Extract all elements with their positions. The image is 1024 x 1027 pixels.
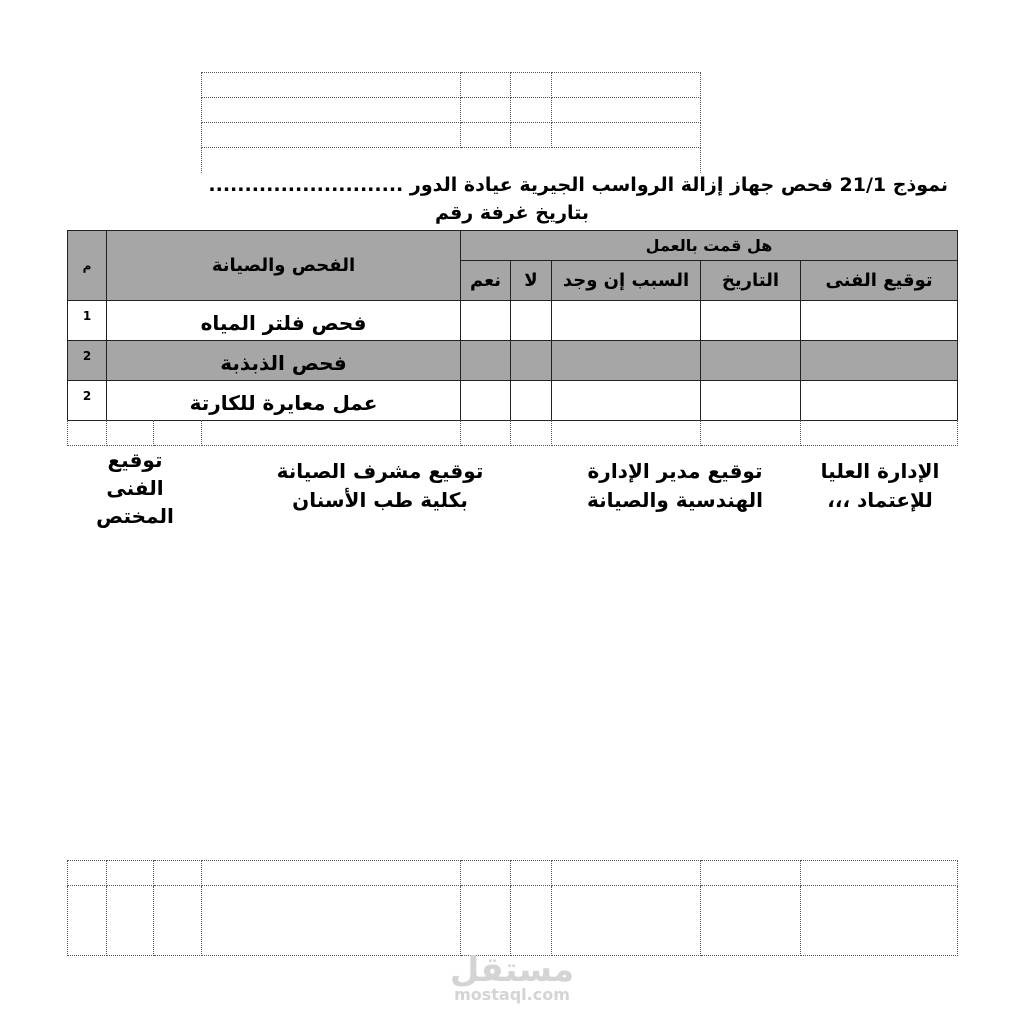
- blank-cell: [202, 420, 461, 445]
- header-date: التاريخ: [701, 261, 801, 301]
- bottom-blank-table: [67, 860, 958, 956]
- blank-cell: [461, 98, 511, 123]
- blank-cell: [202, 98, 461, 123]
- task-label: فحص الذبذبة: [107, 341, 461, 381]
- row-number: 2: [68, 381, 107, 421]
- blank-cell: [511, 886, 552, 956]
- blank-cell: [552, 886, 701, 956]
- signature-technician: [70, 446, 200, 530]
- blank-cell: [511, 73, 552, 98]
- blank-cell: [461, 73, 511, 98]
- blank-cell: [107, 886, 154, 956]
- no-cell: [511, 381, 552, 421]
- blank-cell: [552, 420, 701, 445]
- blank-row: [202, 73, 701, 98]
- blank-cell: [202, 861, 461, 886]
- yes-cell: [461, 341, 511, 381]
- task-label: عمل معايرة للكارتة: [107, 381, 461, 421]
- top-blank-table: [201, 72, 701, 173]
- signature-line: الإدارة العليا: [820, 459, 940, 483]
- blank-cell: [511, 98, 552, 123]
- inspection-table: [67, 230, 958, 421]
- blank-cell: [68, 420, 107, 445]
- yes-cell: [461, 301, 511, 341]
- header-technician-signature: توقيع الفنى: [801, 261, 958, 301]
- signature-line: للإعتماد ،،،: [827, 488, 933, 512]
- blank-cell: [511, 123, 552, 148]
- blank-row: [202, 123, 701, 148]
- reason-cell: [552, 381, 701, 421]
- technician-signature-cell: [801, 301, 958, 341]
- header-done-group: هل قمت بالعمل: [461, 231, 958, 261]
- signature-top-management: [800, 457, 960, 515]
- blank-row: [68, 420, 958, 445]
- yes-cell: [461, 381, 511, 421]
- blank-cell: [202, 148, 701, 173]
- blank-cell: [701, 420, 801, 445]
- blank-cell: [552, 73, 701, 98]
- technician-signature-cell: [801, 341, 958, 381]
- blank-cell: [68, 886, 107, 956]
- blank-row: [202, 98, 701, 123]
- blank-cell: [154, 420, 202, 445]
- signature-line: توقيع مدير الإدارة: [587, 459, 763, 483]
- reason-cell: [552, 341, 701, 381]
- date-cell: [701, 301, 801, 341]
- table-row: [68, 301, 958, 341]
- row-number: 2: [68, 341, 107, 381]
- blank-cell: [801, 861, 958, 886]
- blank-cell: [461, 420, 511, 445]
- blank-cell: [701, 886, 801, 956]
- signature-line: توقيع مشرف الصيانة: [276, 459, 484, 483]
- task-label: فحص فلتر المياه: [107, 301, 461, 341]
- blank-cell: [552, 123, 701, 148]
- technician-signature-cell: [801, 381, 958, 421]
- blank-cell: [511, 861, 552, 886]
- blank-cell: [552, 98, 701, 123]
- signature-maintenance-supervisor: [210, 457, 550, 515]
- no-cell: [511, 301, 552, 341]
- blank-cell: [511, 420, 552, 445]
- header-reason: السبب إن وجد: [552, 261, 701, 301]
- signature-engineering-director: [560, 457, 790, 515]
- form-title: نموذج 21/1 فحص جهاز إزالة الرواسب الجيرية عيادة الدور ...........................: [208, 174, 948, 196]
- blank-cell: [107, 861, 154, 886]
- blank-cell: [461, 861, 511, 886]
- blank-row: [202, 148, 701, 173]
- blank-cell: [154, 861, 202, 886]
- blank-cell: [801, 886, 958, 956]
- blank-cell: [801, 420, 958, 445]
- blank-cell: [461, 886, 511, 956]
- header-row: [68, 231, 958, 261]
- watermark-logo: مستقل: [449, 950, 575, 990]
- reason-cell: [552, 301, 701, 341]
- extra-blank-row-table: [67, 420, 958, 446]
- header-number: م: [68, 231, 107, 301]
- header-inspection: الفحص والصيانة: [107, 231, 461, 301]
- signature-line: توقيع: [107, 448, 163, 472]
- blank-cell: [68, 861, 107, 886]
- header-yes: نعم: [461, 261, 511, 301]
- watermark-site: mostaql.com: [454, 985, 570, 1004]
- form-subtitle: بتاريخ غرفة رقم: [434, 202, 590, 224]
- header-no: لا: [511, 261, 552, 301]
- signature-line: الهندسية والصيانة: [586, 488, 764, 512]
- date-cell: [701, 381, 801, 421]
- signature-line: بكلية طب الأسنان: [292, 488, 468, 512]
- blank-cell: [154, 886, 202, 956]
- blank-cell: [701, 861, 801, 886]
- blank-row: [68, 886, 958, 956]
- blank-row: [68, 861, 958, 886]
- blank-cell: [461, 123, 511, 148]
- blank-cell: [202, 886, 461, 956]
- no-cell: [511, 341, 552, 381]
- table-row: [68, 341, 958, 381]
- date-cell: [701, 341, 801, 381]
- blank-cell: [107, 420, 154, 445]
- signature-line: الفنى: [106, 476, 164, 500]
- row-number: 1: [68, 301, 107, 341]
- blank-cell: [202, 73, 461, 98]
- signature-line: المختص: [96, 504, 174, 528]
- table-row: [68, 381, 958, 421]
- blank-cell: [202, 123, 461, 148]
- blank-cell: [552, 861, 701, 886]
